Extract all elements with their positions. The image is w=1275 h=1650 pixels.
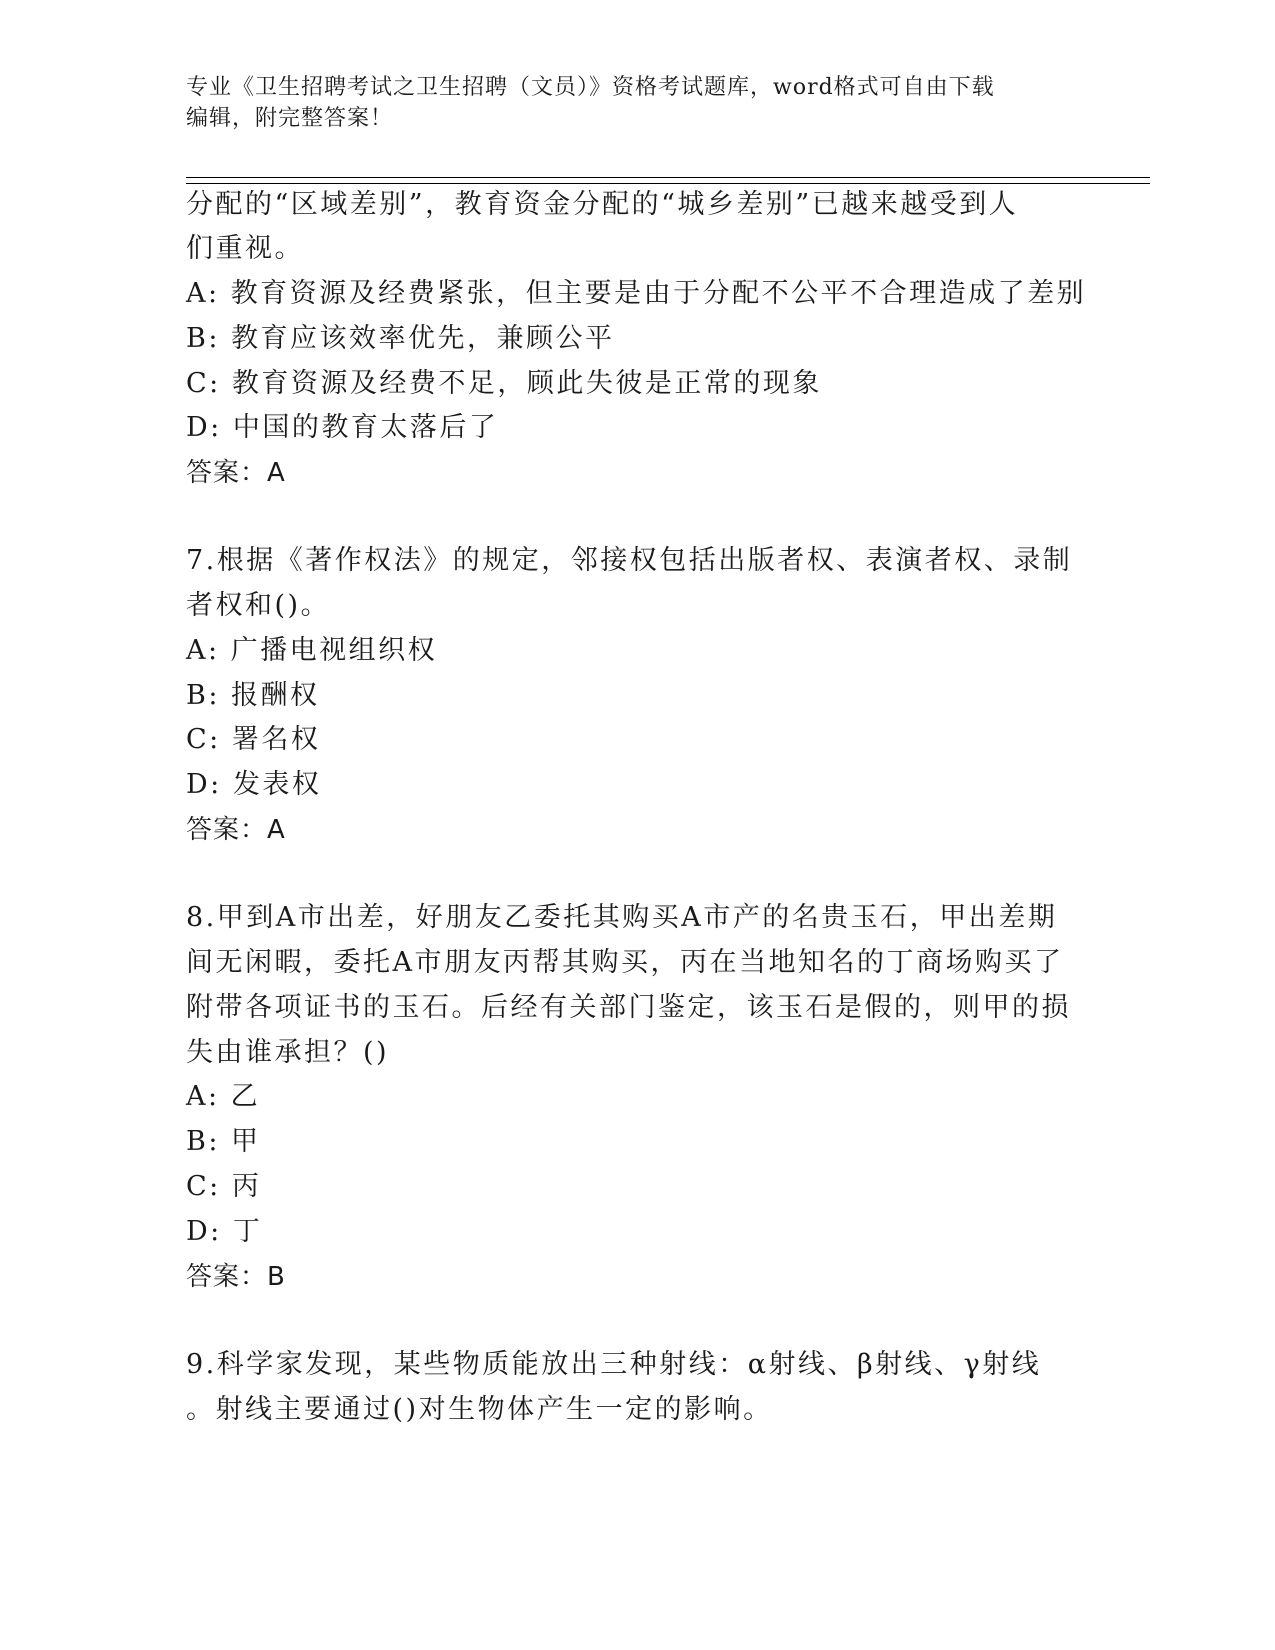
q6-option-a: A: 教育资源及经费紧张，但主要是由于分配不公平不合理造成了差别: [186, 278, 1087, 309]
q7-option-a: A: 广播电视组织权: [186, 635, 438, 666]
q6-option-c: C: 教育资源及经费不足，顾此失彼是正常的现象: [186, 368, 822, 399]
header-line-1: 专业《卫生招聘考试之卫生招聘（文员）》资格考试题库，word格式可自由下载: [186, 75, 995, 100]
q8-answer: 答案：B: [186, 1262, 286, 1292]
document-header: [186, 72, 1086, 134]
q6-option-d: D: 中国的教育太落后了: [186, 412, 499, 443]
header-divider-top: [186, 177, 1150, 178]
q7-option-d: D: 发表权: [186, 769, 322, 800]
q9-text-line-1: 9.科学家发现，某些物质能放出三种射线：α射线、β射线、γ射线: [186, 1349, 1042, 1380]
q7-option-b: B: 报酬权: [186, 680, 320, 711]
header-divider-bottom: [186, 183, 1150, 184]
q6-text-line-2: 们重视。: [186, 233, 304, 264]
q8-option-d: D: 丁: [186, 1216, 263, 1247]
q6-text-line-1: 分配的“区域差别”，教育资金分配的“城乡差别”已越来越受到人: [186, 189, 1019, 220]
q8-option-a: A: 乙: [186, 1081, 261, 1112]
q7-text-line-1: 7.根据《著作权法》的规定，邻接权包括出版者权、表演者权、录制: [186, 545, 1073, 576]
q7-answer: 答案：A: [186, 815, 286, 845]
q8-option-b: B: 甲: [186, 1126, 261, 1157]
q8-text-line-4: 失由谁承担？(): [186, 1037, 390, 1068]
q8-text-line-2: 间无闲暇，委托A市朋友丙帮其购买，丙在当地知名的丁商场购买了: [186, 947, 1064, 978]
q9-text-line-2: 。射线主要通过()对生物体产生一定的影响。: [186, 1394, 773, 1425]
q7-text-line-2: 者权和()。: [186, 590, 331, 621]
q6-answer: 答案：A: [186, 458, 286, 488]
q8-text-line-3: 附带各项证书的玉石。后经有关部门鉴定，该玉石是假的，则甲的损: [186, 992, 1071, 1023]
q7-option-c: C: 署名权: [186, 724, 321, 755]
q8-text-line-1: 8.甲到A市出差，好朋友乙委托其购买A市产的名贵玉石，甲出差期: [186, 902, 1058, 933]
q8-option-c: C: 丙: [186, 1171, 262, 1202]
header-line-2: 编辑，附完整答案！: [186, 106, 394, 131]
q6-option-b: B: 教育应该效率优先，兼顾公平: [186, 323, 615, 354]
